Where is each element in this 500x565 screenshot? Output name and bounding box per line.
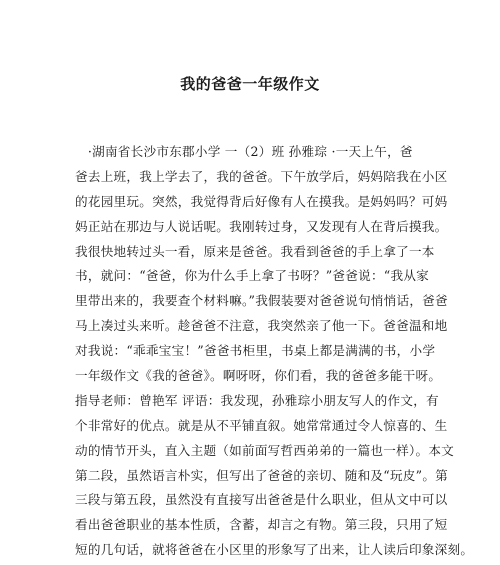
body-line: ·湖南省长沙市东郡小学 一（2）班 孙雅琮 ·一天上午，爸: [75, 144, 413, 159]
body-line: 第二段，虽然语言朴实，但写出了爸爸的亲切、随和及“玩皮”。第: [75, 467, 449, 483]
body-line: 的花园里玩。突然，我觉得背后好像有人在摸我。是妈妈吗？可妈: [75, 193, 448, 209]
body-line: 看出爸爸职业的基本性质，含蓄，却言之有物。第三段，只用了短: [75, 517, 448, 533]
body-line: 指导老师：曾艳军 评语：我发现，孙雅琮小朋友写人的作文，有: [75, 392, 439, 408]
body-line: 动的情节开头，直入主题（如前面写哲西弟弟的一篇也一样）。本文: [75, 442, 455, 458]
document-body: [75, 140, 474, 563]
body-line: 一年级作文《我的爸爸》。啊呀呀，你们看，我的爸爸多能干呀。: [75, 368, 442, 384]
body-line: 我很快地转过头一看，原来是爸爸。我看到爸爸的手上拿了一本: [75, 243, 435, 259]
body-line: 爸去上班，我上学去了，我的爸爸。下午放学后，妈妈陪我在小区: [75, 168, 448, 184]
body-line: 对我说：“乖乖宝宝！”爸爸书柜里，书桌上都是满满的书，小学: [75, 343, 436, 359]
body-line: 短的几句话，就将爸爸在小区里的形象写了出来，让人读后印象深刻。: [75, 542, 474, 558]
body-line: 马上凑过头来听。趁爸爸不注意，我突然亲了他一下。爸爸温和地: [75, 318, 448, 334]
body-line: 书，就问：“爸爸，你为什么手上拿了书呀？”爸爸说：“我从家: [75, 268, 430, 284]
body-line: 里带出来的，我要查个材料嘛。”我假装要对爸爸说句悄悄话，爸爸: [75, 293, 448, 309]
document-title: 我的爸爸一年级作文: [180, 75, 320, 93]
body-line: 个非常好的优点。就是从不平铺直叙。她常常通过令人惊喜的、生: [75, 417, 448, 433]
body-line: 三段与第五段，虽然没有直接写出爸爸是什么职业，但从文中可以: [75, 492, 448, 508]
body-line: 妈正站在那边与人说话呢。我刚转过身，又发现有人在背后摸我。: [75, 218, 448, 234]
